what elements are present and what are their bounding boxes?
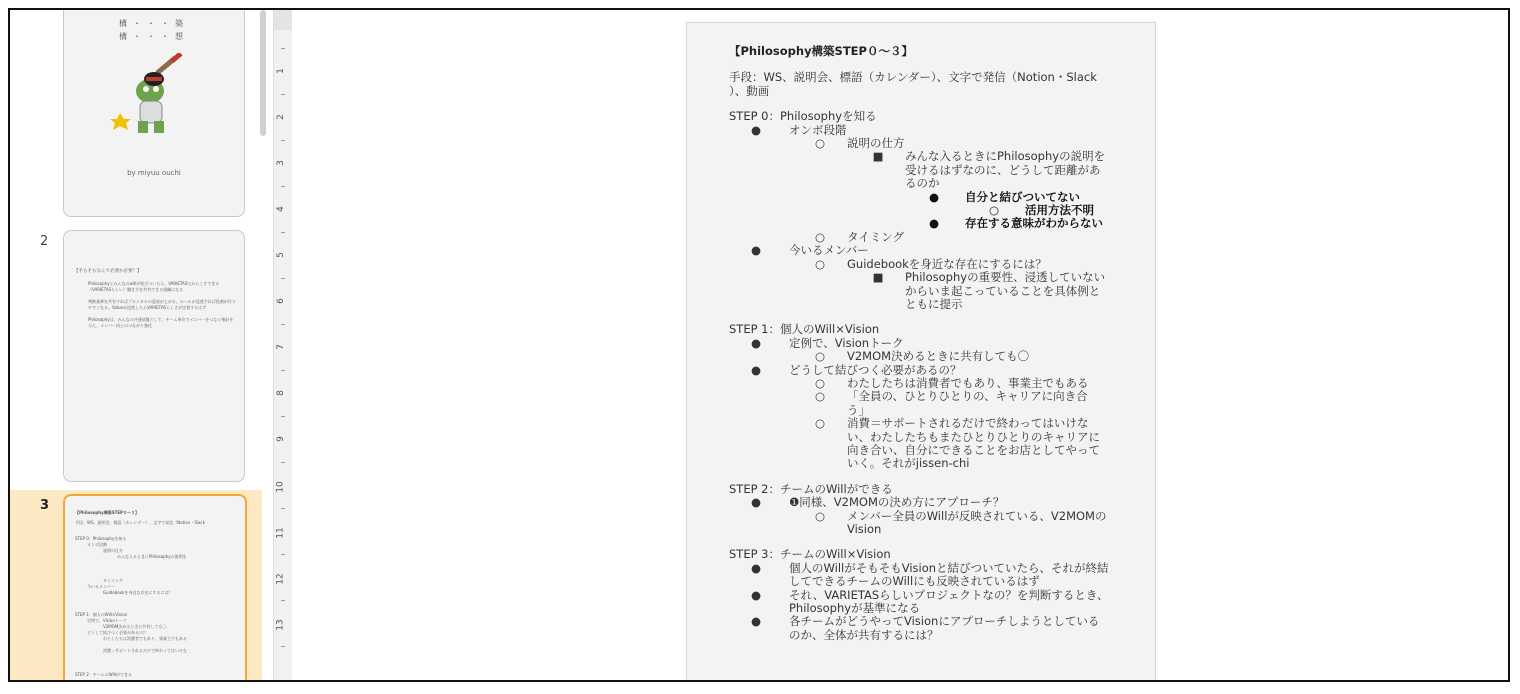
step1-w3c: 向き合い、自分にできることをお店としてやって	[847, 442, 1100, 457]
list-item: ○ タイミング	[814, 229, 905, 244]
step0-members: 今いるメンバー	[789, 243, 869, 258]
slide-filmstrip	[10, 10, 274, 680]
slide3-mini-onb: オンボ段階	[87, 542, 107, 547]
list-item: ■ Philosophyの重要性、浸透していない	[872, 270, 1106, 285]
step3-b2: Philosophyが基準になる	[789, 601, 921, 616]
filmstrip-scrollbar[interactable]	[260, 10, 266, 136]
ruler-mark: 6	[275, 298, 286, 304]
ruler-tick	[281, 600, 285, 601]
ruler-tick	[281, 370, 285, 371]
list-item: ○ Guidebookを身近な存在にするには？	[814, 256, 1047, 271]
list-item: ○ 説明の仕方	[814, 136, 905, 151]
ruler-tick	[281, 554, 285, 555]
list-item: ○ メンバー全員のWillが反映されている、V2MOMの	[814, 508, 1107, 523]
step2-approach: ❶同様、V2MOMの決め方にアプローチ？	[789, 495, 1005, 510]
ruler-tick	[281, 186, 285, 187]
step1-title: STEP 1：個人のWill×Vision	[729, 322, 880, 337]
step1-w3a: 消費＝サポートされるだけで終わってはいけな	[847, 416, 1089, 431]
vertical-ruler	[273, 10, 293, 680]
list-item: ■ みんな入るときにPhilosophyの説明を	[872, 149, 1106, 164]
step0-guidebook: Guidebookを身近な存在にするには？	[847, 256, 1047, 271]
ruler-tick	[281, 278, 285, 279]
slide-row-1[interactable]	[10, 10, 262, 224]
list-item: ● 個人のWillがそもそもVisionと結びついていたら、それが終結	[750, 560, 1109, 575]
step0-bold1-sub: 活用方法不明	[1025, 203, 1094, 218]
step3-c2: のか、全体が共有するには？	[789, 627, 939, 642]
ruler-tick	[281, 94, 285, 95]
ruler-tick	[281, 646, 285, 647]
step0-imp1: Philosophyの重要性、浸透していない	[905, 270, 1106, 285]
step1-w3d: いく。それがjissen-chi	[847, 456, 970, 471]
step2-r1: メンバー全員のWillが反映されている、V2MOMの	[847, 508, 1107, 523]
list-item: ● 自分と結びついてない	[928, 189, 1080, 204]
ruler-tick	[281, 462, 285, 463]
step3-a1: 個人のWillがそもそもVisionと結びついていたら、それが終結	[789, 560, 1109, 575]
list-item: ● どうして結びつく必要があるの？	[750, 362, 962, 377]
slide3-mini-v2mom: V2MOM決めるときに共有しても〇	[103, 624, 167, 629]
step3-title: STEP 3：チームのWill×Vision	[729, 547, 891, 562]
ruler-tick	[281, 48, 285, 49]
slide3-mini-q1: みんな入るときにPhilosophyの説明を	[117, 554, 187, 559]
app-window	[8, 8, 1510, 682]
slide3-mini-w3a: 消費＝サポートされるだけで終わってはいけな	[103, 648, 187, 653]
list-item: ○ 消費＝サポートされるだけで終わってはいけな	[814, 416, 1089, 431]
ruler-mark: 7	[275, 344, 286, 350]
slide3-mini-heading: 【Philosophy構築STEP０～３】	[75, 510, 139, 515]
ruler-tick	[281, 416, 285, 417]
list-item: ○ V2MOM決めるときに共有しても〇	[814, 349, 1030, 364]
step3-a2: してできるチームのWillにも反映されているはず	[789, 574, 1040, 589]
slide2-bullet-3: Philosophyは、みんなの共通基盤として、チーム単位でメンバーをつなぐ指針を与え、メンバー同士のつながり強化	[88, 317, 234, 328]
doc-heading: 【Philosophy構築STEP０～３】	[729, 44, 913, 58]
slide-row-2[interactable]	[10, 228, 262, 490]
ruler-mark: 10	[275, 481, 286, 493]
ruler-mark: 1	[275, 68, 286, 74]
slide3-mini-step0: STEP 0：Philosophyを知る	[75, 536, 127, 541]
ruler-mark: 3	[275, 160, 286, 166]
slide2-bullet-2: 判断基準を共有すればプロトカルの意欲が上がる。ルールが浸透すれば役割が作りやすくなる。Valueが浸透したらVARIETASらしさが定着するはず	[88, 299, 236, 310]
ruler-tick	[281, 232, 285, 233]
ruler-tick	[281, 324, 285, 325]
step0-onboarding: オンボ段階	[789, 122, 847, 137]
slide3-mini-explain: 説明の仕方	[103, 548, 123, 553]
slide-text-box[interactable]	[729, 45, 1119, 642]
slide2-heading: 【そもそもなんで必要か必要？】	[74, 269, 142, 274]
list-item: ● 各チームがどうやってVisionにアプローチしようとしている	[750, 614, 1100, 629]
ruler-mark: 13	[275, 619, 286, 631]
slide3-mini-talk: 定例で、Visionトーク	[87, 618, 127, 623]
ruler-mark: 11	[275, 527, 286, 539]
slide-page[interactable]	[686, 22, 1156, 682]
step1-w2b: う」	[847, 402, 870, 417]
step1-w2a: 「全員の、ひとりひとりの、キャリアに向き合	[847, 389, 1088, 404]
list-item: ● 今いるメンバー	[750, 243, 869, 258]
slide-row-3-selected[interactable]	[10, 490, 262, 680]
step1-w1: わたしたちは消費者でもあり、事業主でもある	[847, 375, 1089, 390]
step0-q3: るのか	[905, 176, 940, 191]
step0-q2: 受けるはずなのに、どうして距離があ	[905, 162, 1101, 177]
step1-w3b: い、わたしたちもまたひとりひとりのキャリアに	[847, 429, 1100, 444]
step0-bold2: 存在する意味がわからない	[965, 216, 1103, 231]
step1-v2mom: V2MOM決めるときに共有しても〇	[847, 349, 1030, 364]
slide-number-3: 3	[40, 498, 50, 513]
ruler-tick	[281, 508, 285, 509]
list-item: ○ 活用方法不明	[988, 203, 1094, 218]
ruler-mark: 12	[275, 573, 286, 585]
ruler-mark: 8	[275, 390, 286, 396]
ruler-mark: 2	[275, 114, 286, 120]
ruler-corner	[274, 10, 292, 30]
step2-title: STEP 2：チームのWillができる	[729, 481, 893, 496]
step0-explain: 説明の仕方	[847, 136, 905, 151]
ruler-mark: 4	[275, 206, 286, 212]
step2-r2: Vision	[847, 522, 882, 536]
step1-why: どうして結びつく必要があるの？	[789, 362, 962, 377]
step0-title: STEP 0：Philosophyを知る	[729, 109, 877, 124]
slide3-mini-step2: STEP 2：チームのWillができる	[75, 672, 132, 677]
slide3-mini-step1: STEP 1：個人のWill×Vision	[75, 612, 128, 617]
slide-canvas	[292, 10, 1508, 680]
list-item: ● オンボ段階	[750, 122, 847, 137]
step0-q1: みんな入るときにPhilosophyの説明を	[905, 149, 1106, 164]
slide1-title-line1: 構・・・築	[119, 19, 189, 28]
slide3-mini-guide: Guidebookを身近な存在にするには？	[103, 590, 173, 595]
step0-imp2: からいま起こっていることを具体例と	[905, 283, 1101, 298]
slide2-bullet-1: Philosophyとみんなのwillが結びついたら、VARIETASだからこそできる（VARIETASらしい）働き方を共有できる組織になる	[88, 281, 220, 292]
list-item: ● 定例で、Visionトーク	[750, 335, 904, 350]
slide1-title-line2: 構・・・想	[119, 32, 189, 41]
ruler-mark: 5	[275, 252, 286, 258]
step3-b1: それ、VARIETASらしいプロジェクトなの？を判断するとき、	[789, 587, 1109, 602]
means-line-2: ）、動画	[729, 83, 770, 98]
ruler-tick	[281, 140, 285, 141]
list-item: ○ 「全員の、ひとりひとりの、キャリアに向き合	[814, 389, 1088, 404]
slide-thumbnail-1[interactable]	[63, 10, 245, 217]
step3-c1: 各チームがどうやってVisionにアプローチしようとしている	[789, 614, 1100, 629]
list-item: ● 存在する意味がわからない	[928, 216, 1103, 231]
slide3-mini-w1: わたしたちは消費者でもあり、事業主でもある	[103, 636, 187, 641]
list-item: ○ わたしたちは消費者でもあり、事業主でもある	[814, 375, 1089, 390]
slide-number-2: 2	[40, 234, 49, 249]
slide-thumbnail-2[interactable]	[63, 230, 245, 482]
step1-talk: 定例で、Visionトーク	[789, 335, 904, 350]
list-item: ● それ、VARIETASらしいプロジェクトなの？を判断するとき、	[750, 587, 1109, 602]
frog-baseball-illustration	[106, 53, 196, 143]
step0-bold1: 自分と結びついてない	[965, 189, 1080, 204]
slide3-mini-timing: タイミング	[103, 578, 123, 583]
slide1-caption: by miyuu ouchi	[127, 169, 181, 177]
slide-thumbnail-3[interactable]	[63, 494, 247, 680]
slide3-mini-means: 手段：WS、説明会、標語（カレンダー）、文字で発信（Notion・Slack	[75, 520, 205, 525]
ruler-mark: 9	[275, 436, 286, 442]
step0-timing: タイミング	[847, 229, 905, 244]
step0-imp3: ともに提示	[905, 296, 963, 311]
means-line-1: 手段：WS、説明会、標語（カレンダー）、文字で発信（Notion・Slack	[729, 70, 1097, 85]
slide3-mini-why: どうして結びつく必要があるの？	[87, 630, 147, 635]
slide3-mini-members: 今いるメンバー	[87, 584, 115, 589]
list-item: ● ❶同様、V2MOMの決め方にアプローチ？	[750, 495, 1005, 510]
